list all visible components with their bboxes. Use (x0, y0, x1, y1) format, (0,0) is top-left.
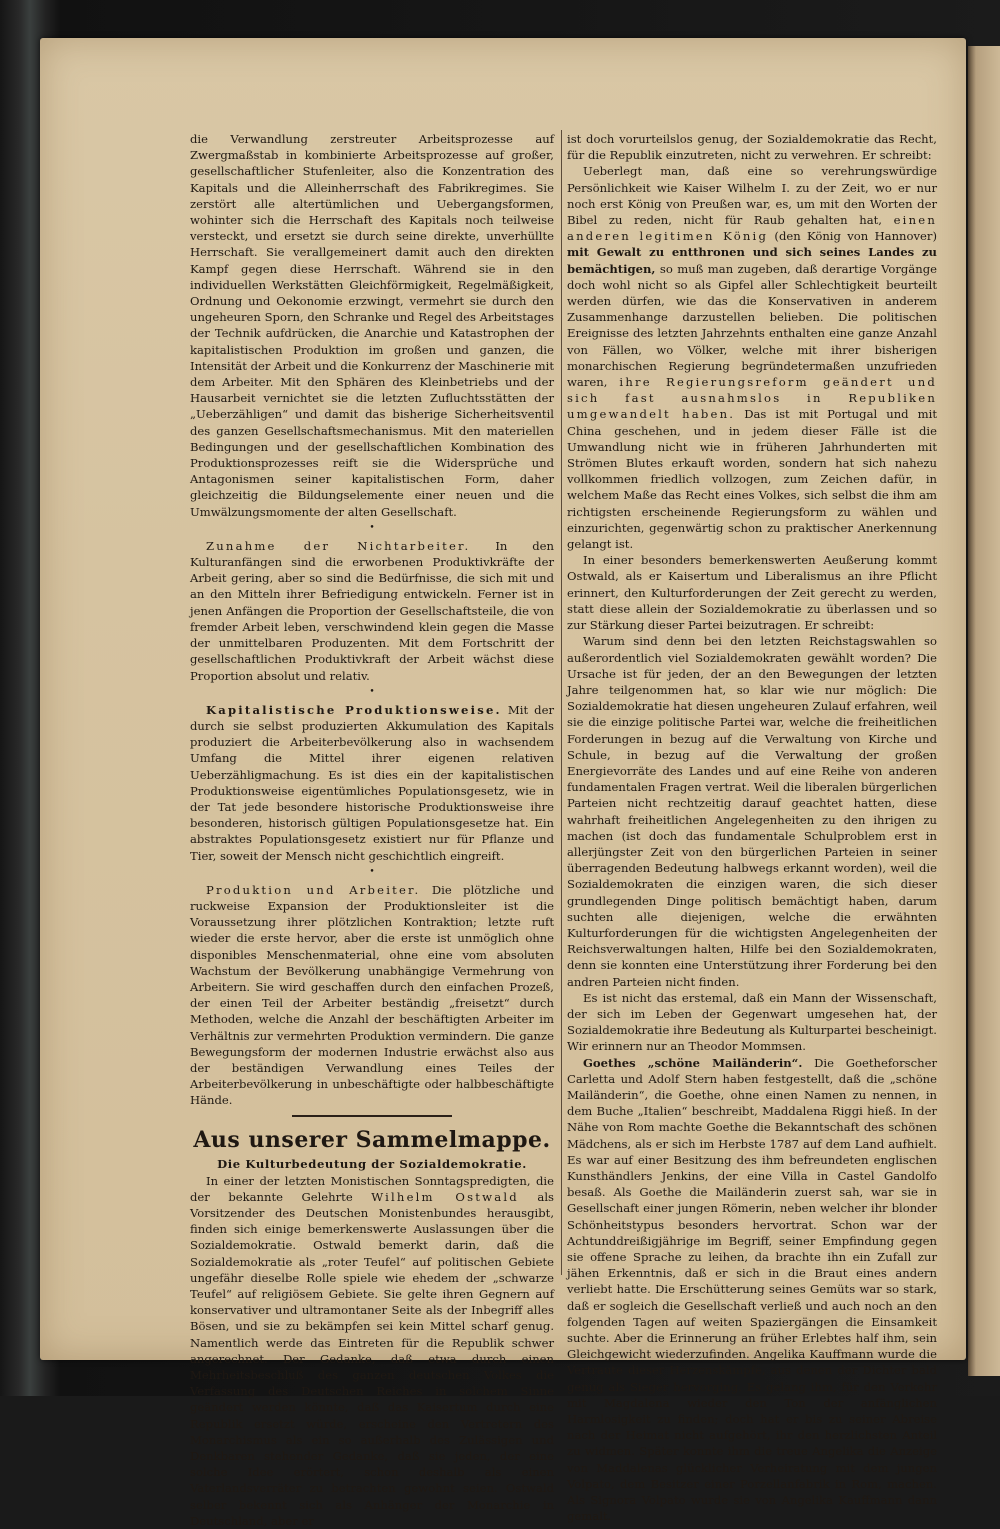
paragraph-heading: Kapitalistische Produktionsweise. (206, 702, 502, 717)
paragraph: ist doch vorurteilslos genug, der Sozialdemokratie das Recht, für die Republik einzutreten, nicht zu verwehren. Er schreibt: (567, 132, 937, 163)
paragraph: die Verwandlung zerstreuter Arbeitsprozesse auf Zwergmaßstab in kombinierte Arbeitsprozesse auf großer, gesellschaftlicher Stufenleiter, also die Konzentration des Kapitals und die Alleinherrschaft des Fabrikregimes. Sie zerstört alle altertümlichen und Uebergangsformen, wohinter sich die Herrschaft des Kapitals noch teilweise versteckt, und ersetzt sie durch seine direkte, unverhüllte Herrschaft. Sie verallgemeinert damit auch den direkten Kampf gegen diese Herrschaft. Während sie in den individuellen Werkstätten Gleichförmigkeit, Regelmäßigkeit, Ordnung und Oekonomie erzwingt, vermehrt sie durch den ungeheuren Sporn, den Schranke und Regel des Arbeitstages der Technik aufdrücken, die Anarchie und Katastrophen der kapitalistischen Produktion im großen und ganzen, die Intensität der Arbeit und die Konkurrenz der Maschinerie mit dem Arbeiter. Mit den Sphären des Kleinbetriebs und der Hausarbeit vernichtet sie die letzten Zufluchtsstätten der „Ueberzähligen“ und damit das bisherige Sicherheitsventil des ganzen Gesellschaftsmechanismus. Mit den materiellen Bedingungen und der gesellschaftlichen Kombination des Produktionsprozesses reift sie die Widersprüche und Antagonismen seiner kapitalistischen Form, daher gleichzeitig die Bildungselemente einer neuen und die Umwälzungsmomente der alten Gesellschaft. (190, 132, 554, 519)
separator-dot: • (369, 866, 375, 877)
left-column (190, 131, 554, 1529)
paragraph-text: (den König von Hannover) (768, 229, 937, 244)
section-title: Aus unserer Sammelmappe. (193, 1126, 551, 1153)
paragraph-heading: Produktion und Arbeiter. (206, 882, 421, 897)
paragraph (567, 1055, 937, 1525)
paragraph-text: In den Kulturanfängen sind die erworbenen Produktivkräfte der Arbeit gering, aber so sind die Bedürfnisse, die sich mit und an den Mitteln ihrer Befriedigung entwickeln. Ferner ist in jenen Anfängen die Proportion der Gesellschaftsteile, die von fremder Arbeit leben, verschwindend klein gegen die Masse der unmittelbaren Produzenten. Mit dem Fortschritt der gesellschaftlichen Produktivkraft der Arbeit wächst diese Proportion absolut und relativ. (190, 538, 554, 683)
person-name: Wilhelm Ostwald (371, 1189, 519, 1204)
quote-paragraph: Warum sind denn bei den letzten Reichstagswahlen so außerordentlich viel Sozialdemokraten gewählt worden? Die Ursache ist für jeden, der an den Bewegungen der letzten Jahre teilgenommen hat, so klar wie nur möglich: Die Sozialdemokratie hat diesen ungeheuren Zulauf erfahren, weil sie die einzige politische Partei war, welche die freiheitlichen Forderungen in bezug auf die Verwaltung von Kirche und Schule, in bezug auf die Verwaltung der großen Energievorräte des Landes und auf eine Reihe von anderen fundamentalen Fragen vertrat. Weil die liberalen bürgerlichen Parteien nicht rechtzeitig darauf geachtet hatten, diese wahrhaft freiheitlichen Angelegenheiten zu den ihrigen zu machen (ist doch das fundamentale Schulproblem erst in allerjüngster Zeit von den bürgerlichen Parteien in seiner überragenden Bedeutung halbwegs erkannt worden), weil die Sozialdemokraten die einzigen waren, die sich dieser grundlegenden Dinge politisch bemächtigt haben, darum suchten alle diejenigen, welche die erwähnten Kulturforderungen für die wichtigsten Angelegenheiten der Reichsverwaltungen halten, Hilfe bei den Sozialdemokraten, denn sie konnten eine Unterstützung ihrer Forderung bei den andren Parteien nicht finden. (567, 634, 937, 989)
paragraph-text: Die Goetheforscher Carletta und Adolf Stern haben festgestellt, daß die „schöne Mailänderin“, die Goethe, ohne einen Namen zu nennen, in dem Buche „Italien“ beschreibt, Maddalena Riggi hieß. In der Nähe von Rom machte Goethe die Bekanntschaft des schönen Mädchens, als er sich im Herbste 1787 auf dem Land aufhielt. Es war auf einer Besitzung des ihm befreundeten englischen Kunsthändlers Jenkins, der eine Villa in Castel Gandolfo besaß. Als Goethe die Mailänderin zuerst sah, war sie in Gesellschaft einer jungen Römerin, neben welcher ihr blonder Schönheitstypus besonders hervortrat. Schon war der Achtunddreißigjährige im Begriff, seiner Empfindung gegen sie offene Sprache zu leihen, da brachte ihn ein Zufall zur jähen Erkenntnis, daß er sich in die Braut eines andern verliebt hatte. Die Erschütterung seines Gemüts war so stark, daß er sogleich die Gesellschaft verließ und auch noch an den folgenden Tagen auf weiten Spaziergängen die Einsamkeit suchte. Aber die Erinnerung an früher Erlebtes half ihm, sein Gleichgewicht wiederzufinden. Angelika Kauffmann wurde die Vertraute dieser Herzenskämpfe, aus denen der Dichter bald genug als Sieger hervorging. Es gelang ihm, für den Verkehr mit Magdalena wieder den Ton der anfänglichen Harmlosigkeit zu finden; doch hat er bis zu seiner Abreise nach der Heimat nicht aufgehört, ihr den herzlichsten Anteil zu widmen. Später konnte ihm die treue Angelika die Anzeige von Maddalenas glücklicher Verheiratung mit dem jungen Volpato, dem Besitzer einer Porzellanfabrik in Rom, machen. Als Signora Volpato wurde sie von Angelika Kauffmann dann gemalt. (567, 1055, 937, 1524)
paragraph-text: Die plötzliche und ruckweise Expansion der Produktionsleiter ist die Voraussetzung ihrer plötzlichen Kontraktion; letzte ruft wieder die erste hervor, aber die erste ist unmöglich ohne disponibles Menschenmaterial, ohne eine vom absoluten Wachstum der Bevölkerung unabhängige Vermehrung von Arbeitern. Sie wird geschaffen durch den einfachen Prozeß, der einen Teil der Arbeiter beständig „freisetzt“ durch Methoden, welche die Anzahl der beschäftigten Arbeiter im Verhältnis zur vermehrten Produktion vermindern. Die ganze Bewegungsform der modernen Industrie erwächst also aus der beständigen Verwandlung eines Teiles der Arbeiterbevölkerung in unbeschäftigte oder halbbeschäftigte Hände. (190, 882, 554, 1108)
column-divider (561, 130, 562, 1275)
paragraph-text: so muß man zugeben, daß derartige Vorgänge doch wohl nicht so als Gipfel aller Schlechtigkeit beurteilt werden dürfen, wie das die Konservativen in anderem Zusammenhange darzustellen belieben. Die politischen Ereignisse des letzten Jahrzehnts enthalten eine ganze Anzahl von Fällen, wo Völker, welche mit ihrer bisherigen monarchischen Regierung begründetermaßen unzufrieden waren, (567, 261, 937, 390)
adjacent-page-edge (968, 46, 1000, 1376)
paragraph-heading: Zunahme der Nichtarbeiter. (206, 538, 471, 553)
article-subtitle: Die Kulturbedeutung der Sozialdemokratie. (217, 1156, 527, 1171)
paragraph-text: Ueberlegt man, daß eine so verehrungswürdige Persönlichkeit wie Kaiser Wilhelm I. zu der Zeit, wo er nur noch erst König von Preußen war, es, um mit den Worten der Bibel zu reden, nicht für Raub gehalten hat, (567, 164, 937, 228)
bold-text: mit Gewalt zu entthronen und sich seines Landes zu bemächtigen, (567, 245, 937, 276)
paragraph: Es ist nicht das erstemal, daß ein Mann der Wissenschaft, der sich im Leben der Gegenwart umgesehen hat, der Sozialdemokratie ihre Bedeutung als Kulturpartei bescheinigt. Wir erinnern nur an Theodor Mommsen. (567, 990, 937, 1054)
separator-dot: • (369, 686, 375, 697)
paragraph (190, 538, 554, 684)
separator-dot: • (369, 522, 375, 533)
section-rule (292, 1115, 452, 1117)
right-column (567, 131, 937, 1524)
paragraph-text: Mit der durch sie selbst produzierten Akkumulation des Kapitals produziert die Arbeiterbevölkerung also in wachsendem Umfang die Mittel ihrer eigenen relativen Ueberzähligmachung. Es ist dies ein der kapitalistischen Produktionsweise eigentümliches Populationsgesetz, wie in der Tat jede besondere historische Produktionsweise ihre besonderen, historisch gültigen Populationsgesetze hat. Ein abstraktes Populationsgesetz existiert nur für Pflanze und Tier, soweit der Mensch nicht geschichtlich eingreift. (190, 702, 555, 863)
emphasis-text: einen anderen legitimen König (567, 213, 937, 244)
quote-paragraph (567, 163, 937, 552)
paragraph-text: In einer der letzten Monistischen Sonntagspredigten, die der bekannte Gelehrte (190, 1173, 554, 1204)
paragraph (190, 882, 554, 1109)
paragraph: In einer besonders bemerkenswerten Aeußerung kommt Ostwald, als er Kaisertum und Liberalismus an ihre Pflicht erinnert, den Kulturforderungen der Zeit gerecht zu werden, statt diese allein der Sozialdemokratie zu überlassen und so zur Stärkung dieser Partei beizutragen. Er schreibt: (567, 553, 937, 633)
paragraph-heading: Goethes „schöne Mailänderin“. (583, 1055, 803, 1070)
paragraph-text: Das ist mit Portugal und mit China geschehen, und in jedem dieser Fälle ist die Umwandlung nicht wie in früheren Jahrhunderten mit Strömen Blutes erkauft worden, sondern hat sich nahezu vollkommen friedlich vollzogen, zum Zeichen dafür, in welchem Maße das Recht eines Volkes, sich selbst die ihm am richtigsten erscheinende Regierungsform zu wählen und einzurichten, gegenwärtig schon zu praktischer Anerkennung gelangt ist. (567, 407, 937, 552)
paragraph (190, 702, 554, 864)
paragraph-text: als Vorsitzender des Deutschen Monistenbundes herausgibt, finden sich einige bemerkenswerte Auslassungen über die Sozialdemokratie. Ostwald bemerkt darin, daß die Sozialdemokratie als „roter Teufel“ auf politischen Gebiete ungefähr dieselbe Rolle spiele wie ehedem der „schwarze Teufel“ auf religiösem Gebiete. Sie gelte ihren Gegnern auf konservativer und ultramontaner Seite als der Inbegriff alles Bösen, und sie zu bekämpfen sei kein Mittel scharf genug. Namentlich werde das Eintreten für die Republik schwer angerechnet. Der Gedanke, daß etwa durch einen Mehrheitsbeschluß des ganzen deutschen Volkes die Verfassung des Deutschen Reiches in solchem Sinne geändert werden könnte, daß das Kaisertum durch eine Republik ersetzt würde, erscheine den Vertretern des Monarchismus als ein so außerhalb des Zulässigen und Denkbaren stehender Gedanke, daß sie jeden, der eine solche Idee erörtert, schon deshalb als einen Vaterlandsverräter zu betrachten gewohnt seien. Ostwald selber bekennt sich als Anhänger der Monarchie in Deutschland, aber er (190, 1189, 554, 1528)
emphasis-text: ihre Regierungsreform geändert und sich fast ausnahmslos in Republiken umgewandelt haben. (567, 375, 938, 422)
paragraph (190, 1173, 554, 1529)
